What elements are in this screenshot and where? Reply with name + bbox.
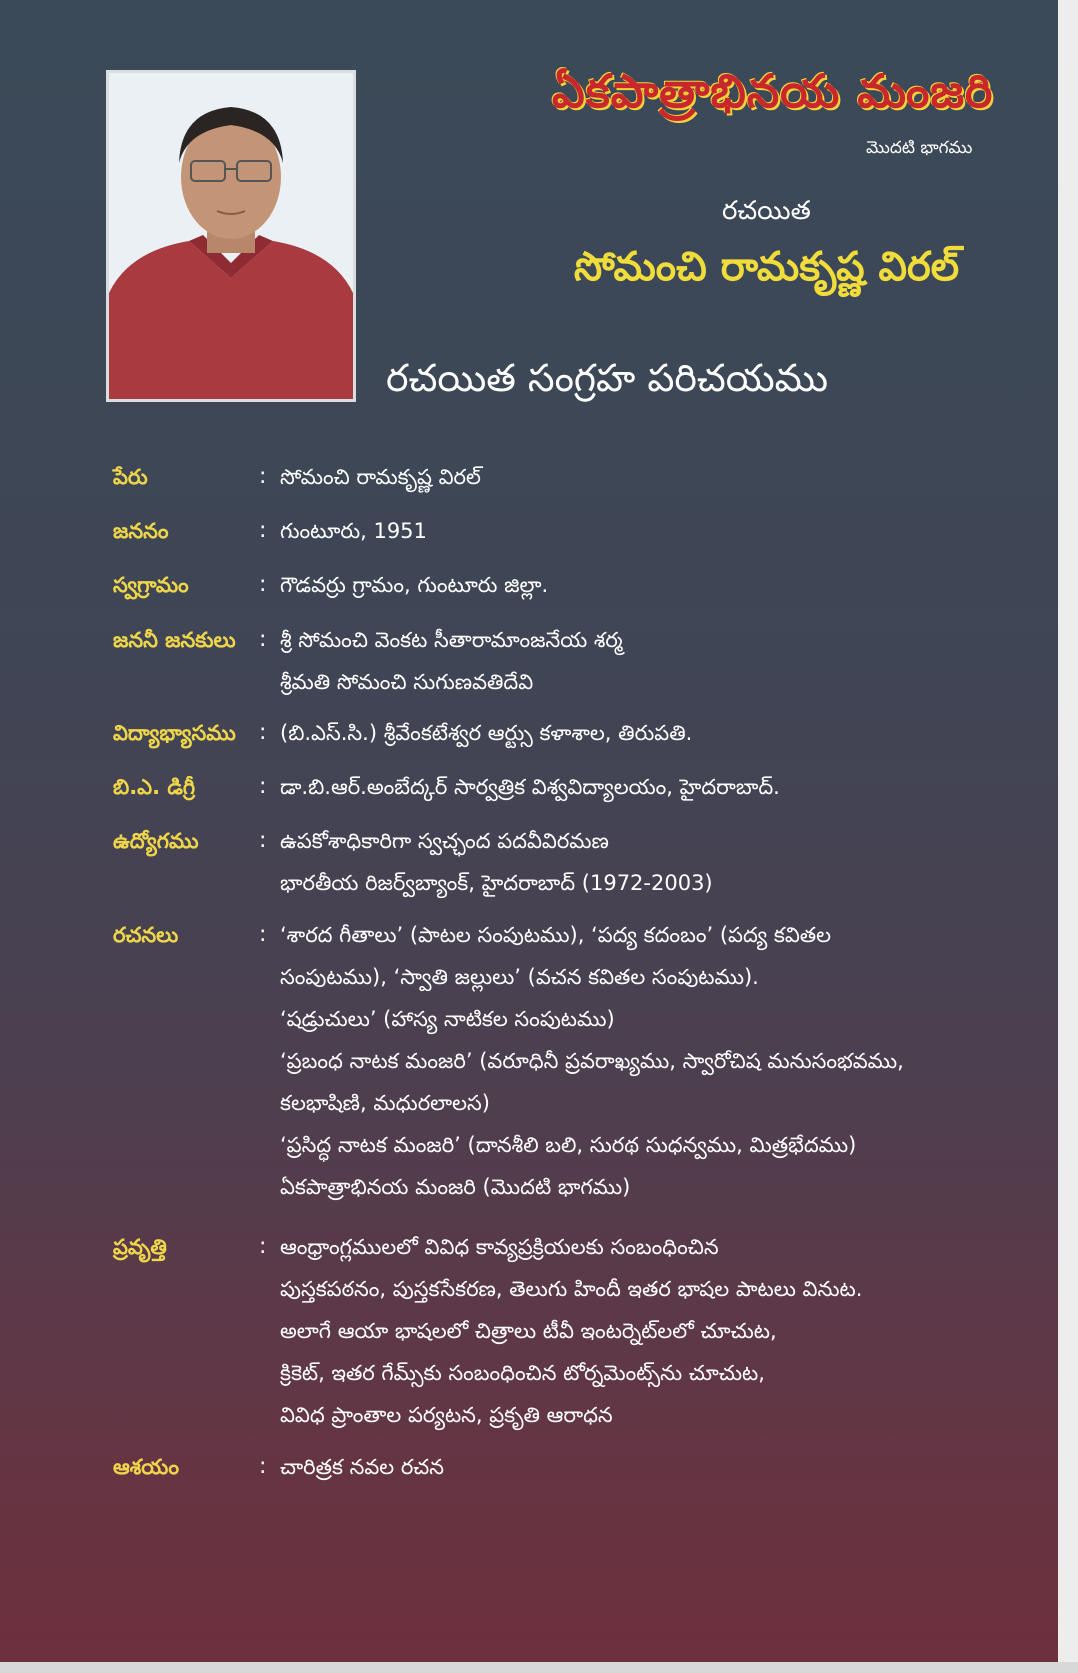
bio-label: పేరు — [113, 465, 148, 489]
bio-value-line: డా.బి.ఆర్.అంబేద్కర్ సార్వత్రిక విశ్వవిద్యాలయం, హైదరాబాద్. — [280, 775, 780, 799]
author-caption: రచయిత — [722, 196, 811, 226]
bio-value-line: (బి.ఎస్.సి.) శ్రీవేంకటేశ్వర ఆర్ట్సు కళాశాల, తిరుపతి. — [280, 721, 693, 745]
bio-value-line: వివిధ ప్రాంతాల పర్యటన, ప్రకృతి ఆరాధన — [280, 1403, 613, 1427]
bio-value-line: శ్రీ సోమంచి వెంకట సీతారామాంజనేయ శర్మ — [280, 628, 623, 652]
bio-label: ఉద్యోగము — [113, 829, 199, 853]
bio-value — [280, 510, 1020, 552]
bio-label: జననీ జనకులు — [113, 628, 236, 652]
section-heading: రచయిత సంగ్రహ పరిచయము — [386, 356, 829, 400]
bio-value — [280, 914, 1020, 1208]
bio-value-line: సోమంచి రామకృష్ణ విరల్ — [280, 465, 481, 489]
scan-margin — [1058, 0, 1078, 1673]
bio-label: రచనలు — [113, 923, 179, 947]
bio-value-line: భారతీయ రిజర్వ్‌బ్యాంక్, హైదరాబాద్ (1972-2003) — [280, 871, 713, 895]
bio-value — [280, 712, 1020, 754]
bio-colon: : — [259, 1454, 267, 1479]
bio-value — [280, 619, 1020, 703]
bio-value — [280, 766, 1020, 808]
bio-value-line: క్రికెట్, ఇతర గేమ్స్‌కు సంబంధించిన టోర్నమెంట్స్‌ను చూచుట, — [280, 1361, 765, 1385]
bio-value — [280, 820, 1020, 904]
bio-colon: : — [259, 464, 267, 489]
bio-value-line: గుంటూరు, 1951 — [280, 519, 427, 543]
bio-value-line: ‘ప్రసిద్ధ నాటక మంజరి’ (దానశీలి బలి, సురథ సుధన్వము, మిత్రభేదము) — [280, 1133, 857, 1157]
bio-value-line: సంపుటము), ‘స్వాతి జల్లులు’ (వచన కవితల సంపుటము). — [280, 965, 759, 989]
bio-label: జననం — [113, 519, 169, 543]
bio-value-line: గౌడవర్రు గ్రామం, గుంటూరు జిల్లా. — [280, 573, 549, 597]
bio-label: స్వగ్రామం — [113, 573, 189, 597]
author-name: సోమంచి రామకృష్ణ విరల్ — [574, 244, 960, 290]
bio-label: బి.ఎ. డిగ్రీ — [113, 775, 196, 799]
bio-value-line: ‘ప్రబంధ నాటక మంజరి’ (వరూధినీ ప్రవరాఖ్యము, స్వారోచిష మనుసంభవము, — [280, 1049, 904, 1073]
bio-colon: : — [259, 627, 267, 652]
book-title: ఏకపాత్రాభినయ మంజరి — [552, 64, 994, 118]
bio-colon: : — [259, 518, 267, 543]
author-portrait-image — [109, 73, 353, 399]
bio-value-line: చారిత్రక నవల రచన — [280, 1455, 444, 1479]
bio-colon: : — [259, 720, 267, 745]
bio-value-line: శ్రీమతి సోమంచి సుగుణవతిదేవి — [280, 670, 534, 694]
bio-value-line: ‘షడ్రుచులు’ (హాస్య నాటికల సంపుటము) — [280, 1007, 615, 1031]
bio-value — [280, 456, 1020, 498]
bio-value-line: కలభాషిణి, మధురలాలస) — [280, 1091, 490, 1115]
bio-value-line: ఉపకోశాధికారిగా స్వచ్ఛంద పదవీవిరమణ — [280, 829, 609, 853]
bio-colon: : — [259, 922, 267, 947]
bio-value — [280, 1446, 1020, 1488]
bio-value-line: అలాగే ఆయా భాషలలో చిత్రాలు టీవీ ఇంటర్నెట్‌లలో చూచుట, — [280, 1319, 777, 1343]
bio-label: ఆశయం — [113, 1455, 179, 1479]
scan-bottom-margin — [0, 1662, 1078, 1673]
bio-value-line: పుస్తకపఠనం, పుస్తకసేకరణ, తెలుగు హిందీ ఇతర భాషల పాటలు వినుట. — [280, 1277, 863, 1301]
bio-colon: : — [259, 774, 267, 799]
bio-colon: : — [259, 572, 267, 597]
bio-colon: : — [259, 1234, 267, 1259]
bio-colon: : — [259, 828, 267, 853]
bio-value — [280, 1226, 1020, 1436]
bio-label: విద్యాభ్యాసము — [113, 721, 236, 745]
bio-value-line: ఆంధ్రాంగ్లములలో వివిధ కావ్యప్రక్రియలకు సంబంధించిన — [280, 1235, 719, 1259]
bio-value — [280, 564, 1020, 606]
author-photo — [106, 70, 356, 402]
book-subtitle: మొదటి భాగము — [866, 138, 973, 158]
bio-label: ప్రవృత్తి — [113, 1235, 167, 1259]
bio-value-line: ‘శారద గీతాలు’ (పాటల సంపుటము), ‘పద్య కదంబం’ (పద్య కవితల — [280, 923, 832, 947]
bio-value-line: ఏకపాత్రాభినయ మంజరి (మొదటి భాగము) — [280, 1175, 631, 1199]
